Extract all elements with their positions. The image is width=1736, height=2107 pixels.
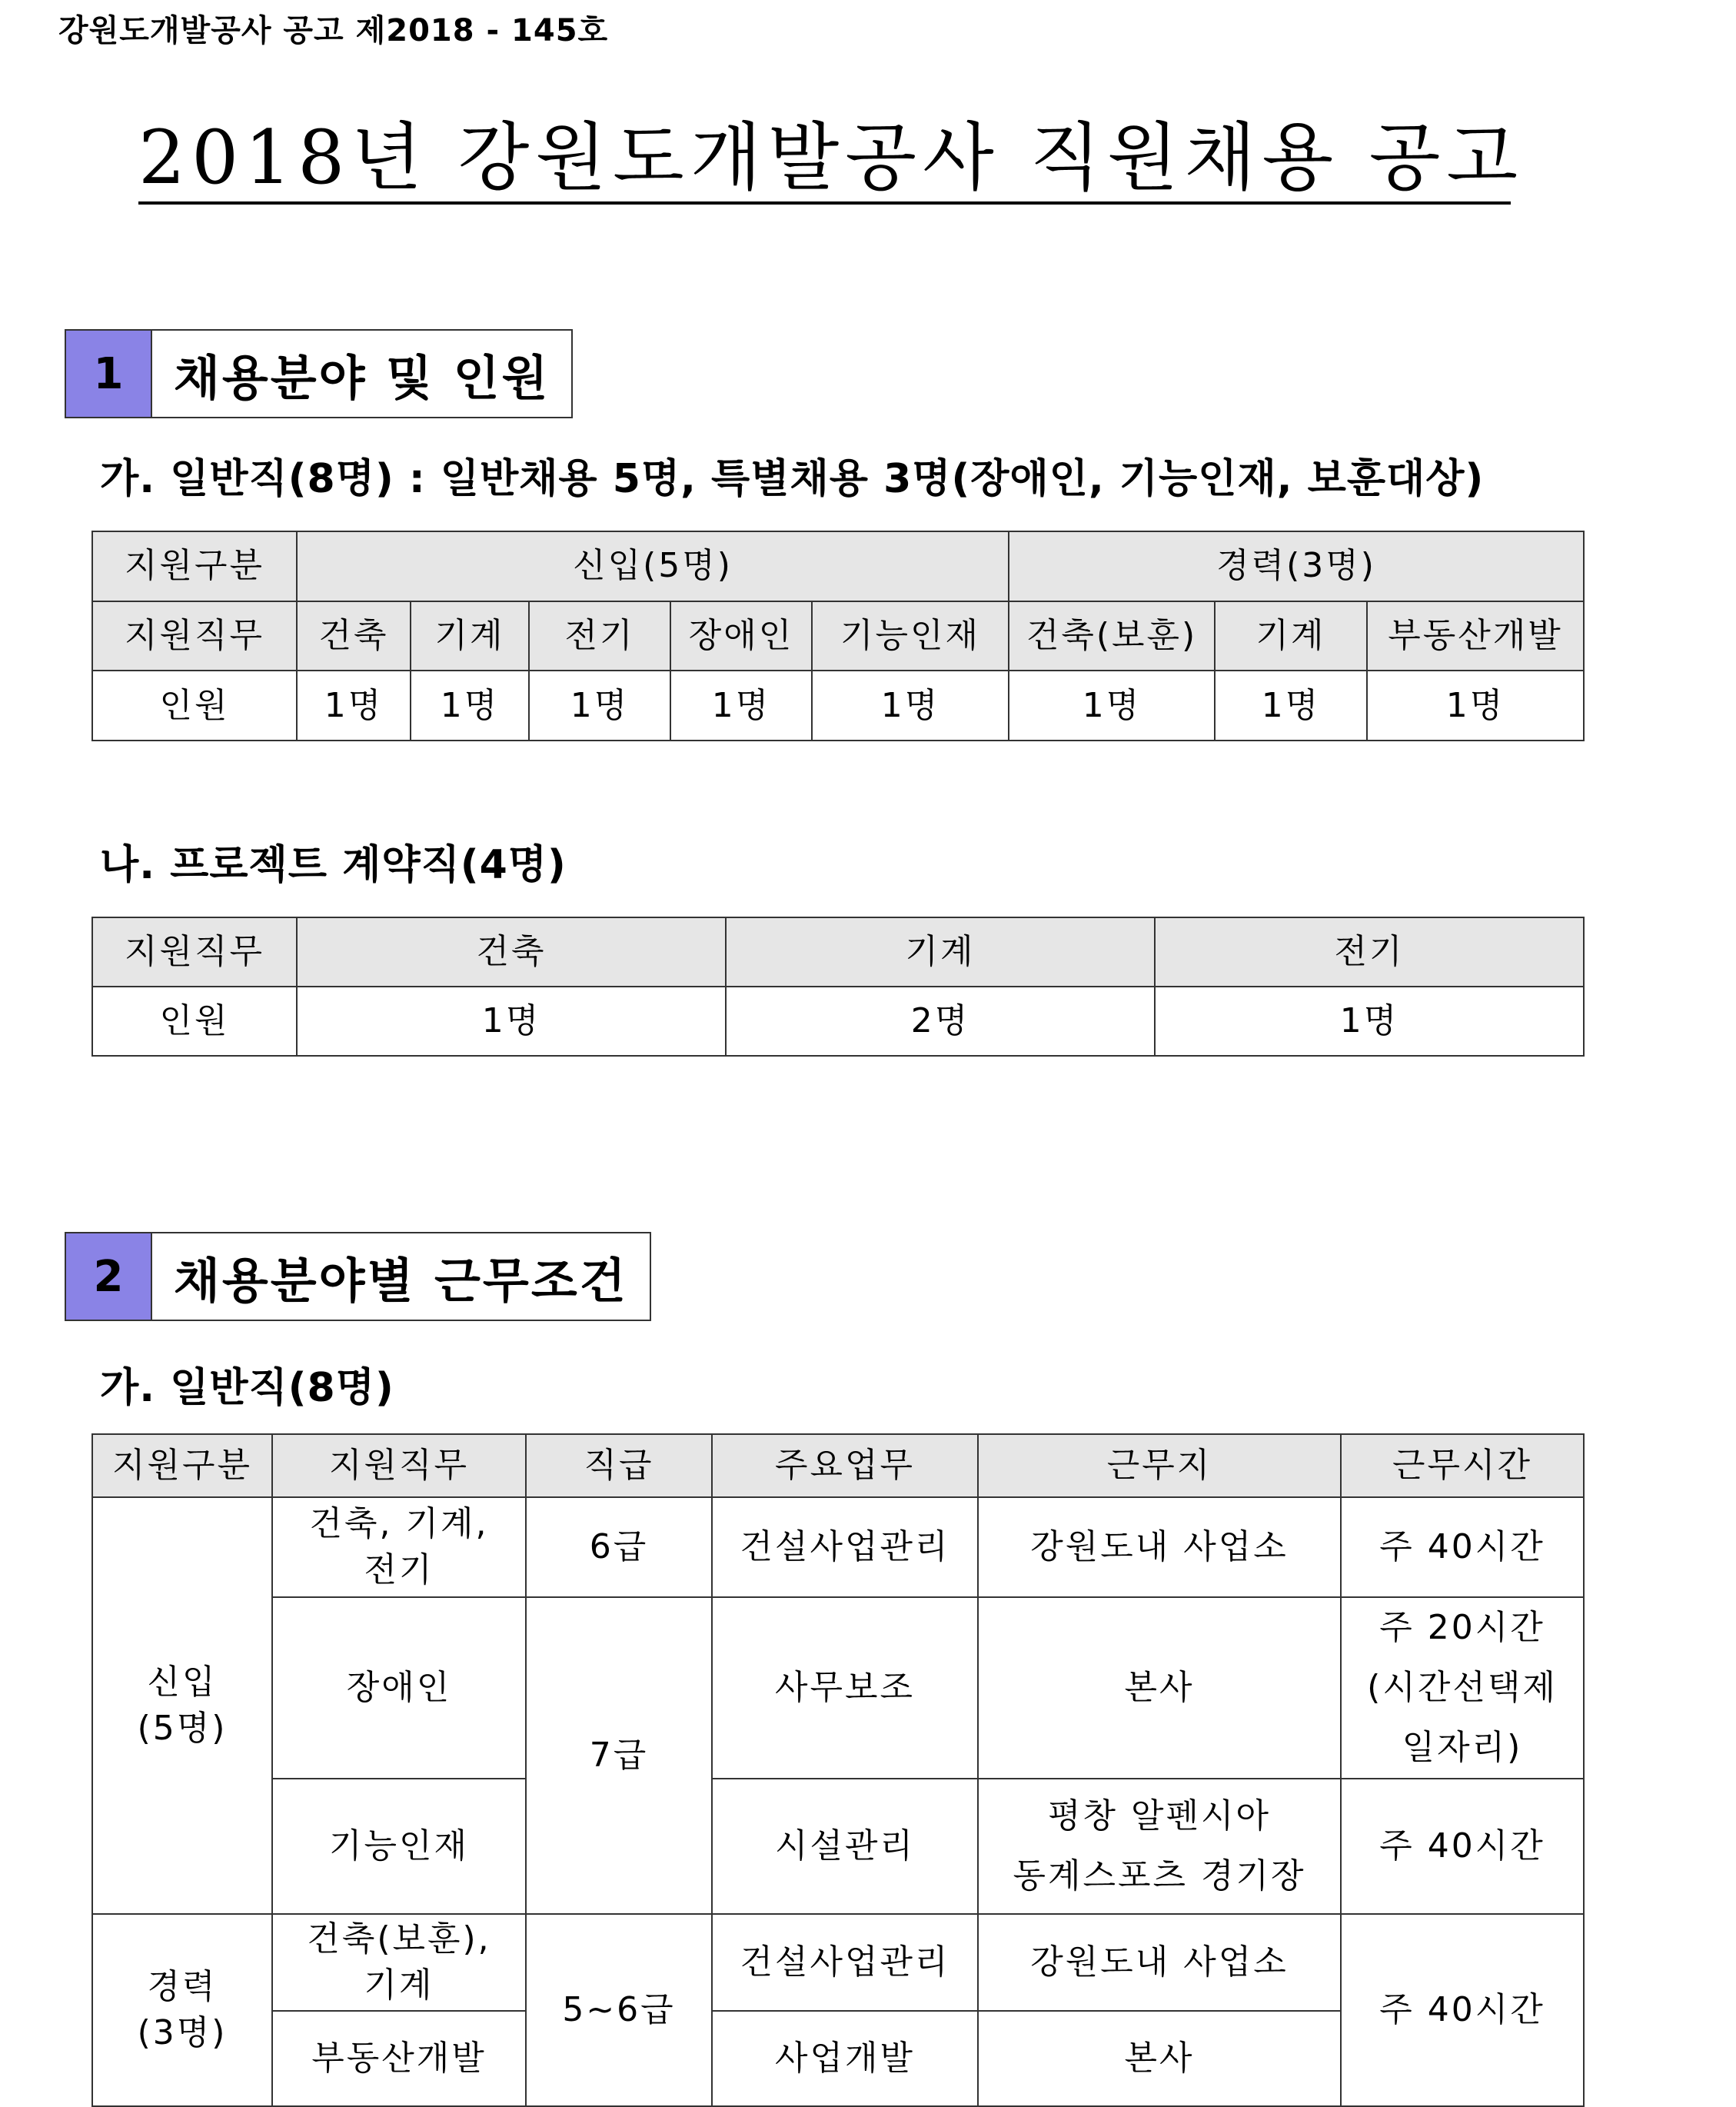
job-cell: 기계 [1215,601,1367,671]
group-experienced-cell: 경력 (3명) [92,1914,272,2106]
working-conditions-table [91,1433,1585,2107]
page-title: 2018년 강원도개발공사 직원채용 공고 [138,115,1511,205]
job-cell: 건축, 기계, 전기 [272,1497,526,1597]
count-cell: 1명 [1215,671,1367,741]
place-cell: 본사 [978,1597,1341,1779]
job-cell: 전기 [529,601,670,671]
table-header-cell: 지원직무 [92,917,297,987]
hours-cell: 주 40시간 [1341,1914,1584,2106]
job-cell: 기계 [726,917,1155,987]
table-header-cell: 지원구분 [92,531,297,601]
table-row [92,1779,1584,1914]
job-cell: 건축 [297,917,726,987]
table-row [92,1914,1584,2011]
grade-cell: 6급 [526,1497,712,1597]
job-cell: 기계 [411,601,529,671]
count-cell: 1명 [1155,987,1584,1056]
job-cell: 건축(보훈) [1009,601,1215,671]
table-header-cell: 근무지 [978,1434,1341,1497]
grade-cell: 5~6급 [526,1914,712,2106]
place-cell: 본사 [978,2011,1341,2106]
table-header-cell: 지원직무 [272,1434,526,1497]
job-cell: 건축 [297,601,411,671]
section-2-subheading-a: 가. 일반직(8명) [100,1365,394,1411]
table-row-label: 인원 [92,671,297,741]
notice-number: 강원도개발공사 공고 제2018 - 145호 [58,13,609,48]
grade-cell: 7급 [526,1597,712,1914]
job-cell: 기능인재 [812,601,1009,671]
section-2-heading [65,1232,651,1321]
count-cell: 1명 [670,671,812,741]
table-header-cell: 지원구분 [92,1434,272,1497]
table-row [92,1597,1584,1779]
job-cell: 부동산개발 [272,2011,526,2106]
table-row-label: 인원 [92,987,297,1056]
count-cell: 1명 [1367,671,1584,741]
section-2-title: 채용분야별 근무조건 [174,1252,628,1309]
place-cell: 강원도내 사업소 [978,1914,1341,2011]
job-cell: 기능인재 [272,1779,526,1914]
recruitment-count-table [91,531,1585,741]
duty-cell: 시설관리 [712,1779,978,1914]
group-experienced-header: 경력(3명) [1009,531,1584,601]
count-cell: 1명 [297,671,411,741]
section-1-subheading-b: 나. 프로젝트 계약직(4명) [100,842,567,888]
count-cell: 1명 [529,671,670,741]
table-row [92,1497,1584,1597]
table-header-cell: 지원직무 [92,601,297,671]
job-cell: 부동산개발 [1367,601,1584,671]
table-header-cell: 직급 [526,1434,712,1497]
project-contract-table [91,917,1585,1057]
table-header-cell: 주요업무 [712,1434,978,1497]
section-1-title: 채용분야 및 인원 [174,349,550,406]
table-header-cell: 근무시간 [1341,1434,1584,1497]
section-2-number: 2 [66,1233,152,1320]
count-cell: 1명 [1009,671,1215,741]
group-new-cell: 신입 (5명) [92,1497,272,1914]
duty-cell: 건설사업관리 [712,1497,978,1597]
duty-cell: 건설사업관리 [712,1914,978,2011]
group-new-header: 신입(5명) [297,531,1009,601]
section-1-subheading-a: 가. 일반직(8명) : 일반채용 5명, 특별채용 3명(장애인, 기능인재, 보훈대상) [100,456,1485,502]
job-cell: 장애인 [272,1597,526,1779]
hours-cell: 주 20시간 (시간선택제 일자리) [1341,1597,1584,1779]
section-1-number: 1 [66,331,152,417]
duty-cell: 사업개발 [712,2011,978,2106]
count-cell: 2명 [726,987,1155,1056]
count-cell: 1명 [812,671,1009,741]
count-cell: 1명 [297,987,726,1056]
duty-cell: 사무보조 [712,1597,978,1779]
job-cell: 장애인 [670,601,812,671]
job-cell: 건축(보훈), 기계 [272,1914,526,2011]
hours-cell: 주 40시간 [1341,1497,1584,1597]
section-1-heading [65,329,573,418]
hours-cell: 주 40시간 [1341,1779,1584,1914]
job-cell: 전기 [1155,917,1584,987]
place-cell: 강원도내 사업소 [978,1497,1341,1597]
place-cell: 평창 알펜시아 동계스포츠 경기장 [978,1779,1341,1914]
count-cell: 1명 [411,671,529,741]
